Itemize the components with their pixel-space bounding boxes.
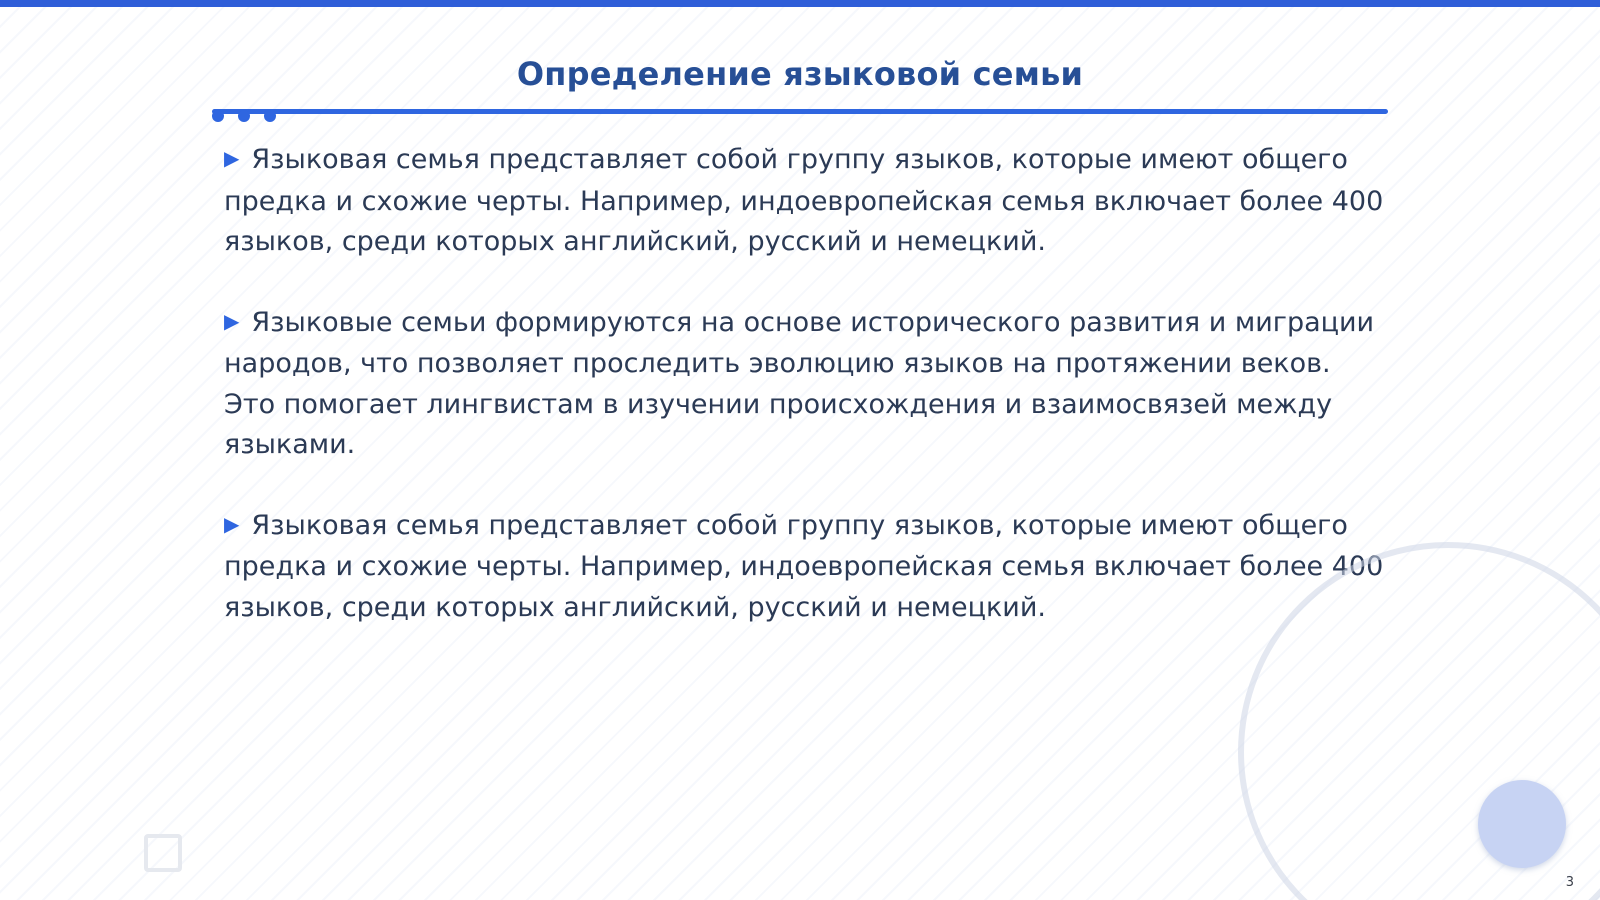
bullet-text: Языковая семья представляет собой группу языков, которые имеют общего предка и схожие черты. Например, индоевропейская семья включает более 400 языков, среди которых английский, русский и немецкий. [224,509,1384,623]
triangle-right-icon: ▶ [224,511,240,536]
dot-icon [238,110,250,122]
dot-icon [212,110,224,122]
bullet-text: Языковые семьи формируются на основе исторического развития и миграции народов, что позволяет проследить эволюцию языков на протяжении веков. Это помогает лингвистам в изучении происхождения и взаимосвязей между языками. [224,306,1375,460]
triangle-right-icon: ▶ [224,146,240,170]
bullet-text: Языковая семья представляет собой группу языков, которые имеют общего предка и схожие черты. Например, индоевропейская семья включает более 400 языков, среди которых английский, русский и немецкий. [224,144,1384,257]
decorative-circle [1478,780,1566,868]
triangle-right-icon: ▶ [224,308,240,333]
page-number: 3 [1565,875,1574,890]
dot-icon [264,110,276,122]
bullet-item [224,506,1384,629]
title-underline [212,109,1388,114]
bullet-list [224,140,1384,668]
top-accent-bar [0,0,1600,7]
decorative-square [144,834,182,872]
slide-title: Определение языковой семьи [516,55,1084,93]
title-underline-dots [212,110,276,124]
bullet-item [224,303,1384,466]
bullet-item [224,140,1384,263]
